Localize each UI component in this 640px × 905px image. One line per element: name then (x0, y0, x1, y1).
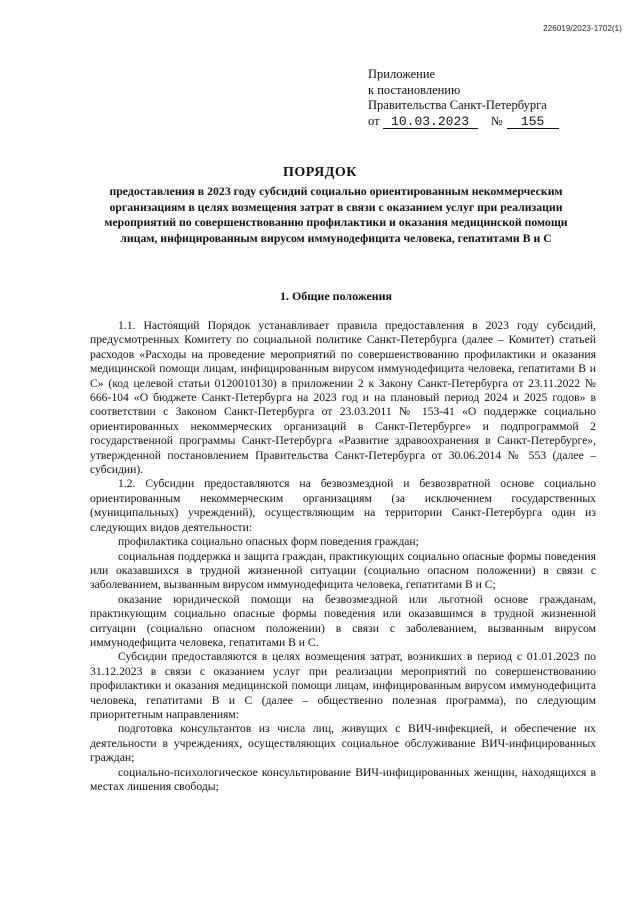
section-heading: 1. Общие положения (279, 289, 393, 303)
paragraph-1-1: 1.1. Настоящий Порядок устанавливает правила предоставления в 2023 году субсидий, предусмотренных Комитету по социальной политике Санкт-Петербурга (далее – Комитет) статьей расходов «Расходы на проведение мероприятий по совершенствованию профилактики и оказания медицинской помощи лицам, инфицированным вирусом иммунодефицита человека, гепатитами В и С» (код целевой статьи 0120010130) в приложении 2 к Закону Санкт-Петербурга от 23.11.2022 № 666-104 «О бюджете Санкт-Петербурга на 2023 год и на плановый период 2024 и 2025 годов» в соответствии с Законом Санкт-Петербурга от 23.03.2011 № 153-41 «О поддержке социально ориентированных некоммерческих организаций в Санкт-Петербурге» и подпрограммой 2 государственной программы Санкт-Петербурга «Развитие здравоохранения в Санкт-Петербурге», утвержденной постановлением Правительства Санкт-Петербурга от 30.06.2014 № 553 (далее – субсидии). (90, 319, 596, 477)
appendix-line-1: Приложение (368, 67, 436, 81)
activity-item: профилактика социально опасных форм поведения граждан; (118, 535, 419, 549)
appendix-number: 155 (507, 115, 559, 129)
appendix-date-line (368, 114, 559, 130)
activity-item: социальная поддержка и защита граждан, практикующих социально опасные формы поведения или оказавшихся в трудной жизненной ситуации (социально опасном положении) в связи с заболеванием, вызванным вирусом иммунодефицита человека, гепатитами В и С; (90, 549, 596, 592)
appendix-date: 10.03.2023 (383, 115, 478, 129)
appendix-line-2: к постановлению (368, 82, 461, 97)
priority-direction-item: социально-психологическое консультирование ВИЧ-инфицированных женщин, находящихся в местах лишения свободы; (90, 765, 596, 793)
document-title: ПОРЯДОК (283, 165, 357, 180)
priority-direction-item: подготовка консультантов из числа лиц, живущих с ВИЧ-инфекцией, и обеспечение их деятельности в учреждениях, осуществляющих социальное обслуживание ВИЧ-инфицированных граждан; (90, 722, 596, 765)
document-subtitle: предоставления в 2023 году субсидий социально ориентированным некоммерческим организациям в целях возмещения затрат в связи с оказанием услуг при реализации мероприятий по совершенствованию профилактики и оказания медицинской помощи лицам, инфицированным вирусом иммунодефицита человека, гепатитами В и С (104, 184, 568, 245)
paragraph-subsidy-purpose: Субсидии предоставляются в целях возмещения затрат, возникших в период с 01.01.2023 по 31.12.2023 в связи с оказанием услуг при реализации мероприятий по совершенствованию профилактики и оказания медицинской помощи лицам, инфицированным вирусом иммунодефицита человека, гепатитами В и С (далее – общественно полезная программа), по следующим приоритетным направлениям: (90, 650, 596, 721)
activity-item: оказание юридической помощи на безвозмездной или льготной основе гражданам, практикующим социально опасные формы поведения или оказавшимся в трудной жизненной ситуации (социально опасном положении) в связи с заболеванием, вызванным вирусом иммунодефицита человека, гепатитами В и С. (90, 592, 596, 649)
document-body (90, 319, 596, 794)
appendix-from-label: от (368, 113, 380, 128)
document-registration-number: 226019/2023-1702(1) (543, 24, 622, 33)
paragraph-1-2: 1.2. Субсидии предоставляются на безвозмездной и безвозвратной основе социально ориентированным некоммерческим организациям (за исключением государственных (муниципальных) учреждений), осуществляющим на территории Санкт-Петербурга один из следующих видов деятельности: (90, 477, 596, 534)
appendix-number-label: № (490, 113, 503, 128)
appendix-block (368, 67, 559, 129)
appendix-line-3: Правительства Санкт-Петербурга (368, 98, 547, 113)
